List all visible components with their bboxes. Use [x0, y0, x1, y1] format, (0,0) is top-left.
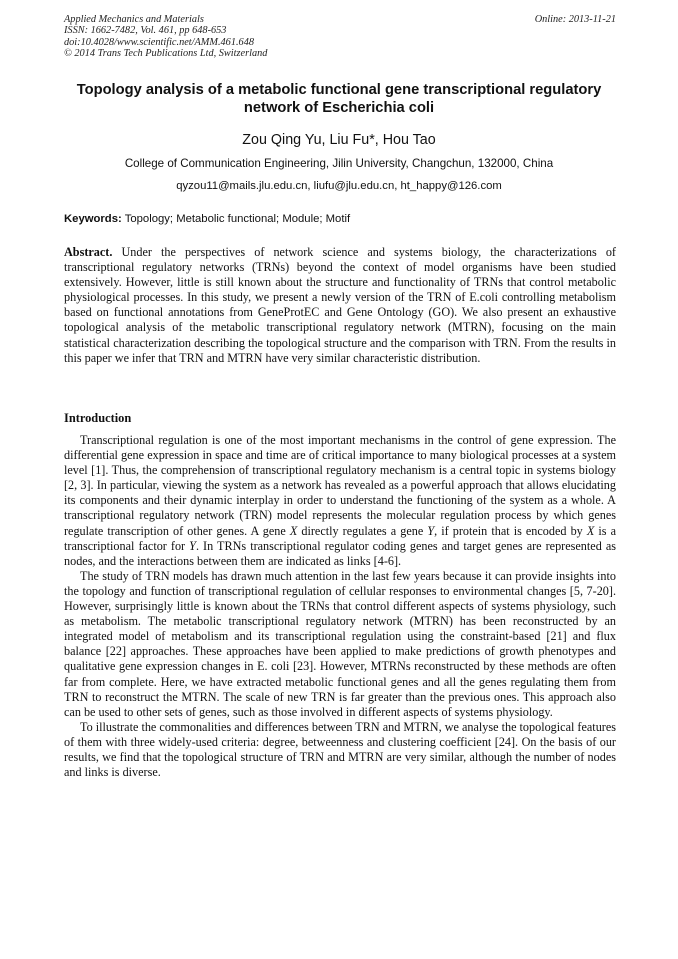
journal-header	[64, 14, 616, 59]
keywords	[64, 213, 616, 225]
intro-paragraph-1: Transcriptional regulation is one of the most important mechanisms in the control of gene expression. The differential gene expression in space and time are of critical importance to many biological processes at a system level [1]. Thus, the comprehension of transcriptional regulatory mechanism is a central topic in systems biology [2, 3]. In particular, viewing the system as a network has revealed as a powerful approach that allows elucidating its components and their dynamic interplay in order to understand the functioning of the system as a whole. A transcriptional regulatory network (TRN) model represents the molecular regulation process by which genes regulate transcription of other genes. A gene X directly regulates a gene Y, if protein that is encoded by X is a transcriptional factor for Y. In TRNs transcriptional regulator coding genes and target genes are represented as nodes, and the interactions between them are indicated as links [4-6].	[64, 433, 616, 568]
introduction-heading: Introduction	[64, 411, 132, 425]
affiliation: College of Communication Engineering, Jilin University, Changchun, 132000, China	[124, 157, 554, 170]
abstract	[64, 245, 616, 366]
issn-line: ISSN: 1662-7482, Vol. 461, pp 648-653	[64, 25, 227, 37]
keywords-label: Keywords:	[64, 213, 122, 225]
paper-title: Topology analysis of a metabolic functional gene transcriptional regulatory network of Escherichia coli	[76, 82, 602, 116]
introduction-body	[64, 433, 616, 780]
authors: Zou Qing Yu, Liu Fu*, Hou Tao	[242, 132, 436, 148]
keywords-text: Topology; Metabolic functional; Module; Motif	[121, 213, 351, 225]
abstract-text: Under the perspectives of network science and systems biology, the characterizations of transcriptional regulatory networks (TRNs) beyond the context of model organisms have been studied extensively. However, little is still known about the structure and functionality of TRNs that control metabolic physiological processes. In this study, we present a newly version of the TRN of E.coli controlling metabolism based on functional annotations from GeneProtEC and Gene Ontology (GO). We also present an exhaustive topological analysis of the metabolic transcriptional regulatory network (MTRN), focusing on the main statistical characterization describing the topological structure and the comparison with TRN. From the results in this paper we infer that TRN and MTRN have very similar characteristic distribution.	[64, 245, 616, 365]
copyright-line: © 2014 Trans Tech Publications Ltd, Switzerland	[64, 47, 268, 59]
doi-line: doi:10.4028/www.scientific.net/AMM.461.648	[64, 36, 254, 48]
intro-paragraph-3: To illustrate the commonalities and differences between TRN and MTRN, we analyse the topological features of them with three widely-used criteria: degree, betweenness and clustering coefficient [24]. On the basis of our results, we find that the topological structure of TRN and MTRN are very similar, although the number of nodes and links is diverse.	[64, 719, 616, 780]
online-date: Online: 2013-11-21	[534, 14, 616, 25]
author-emails: qyzou11@mails.jlu.edu.cn, liufu@jlu.edu.cn, ht_happy@126.com	[176, 180, 502, 192]
abstract-label: Abstract.	[64, 245, 113, 259]
journal-name: Applied Mechanics and Materials	[64, 14, 204, 25]
intro-paragraph-2: The study of TRN models has drawn much attention in the last few years because it can provide insights into the topology and function of transcriptional regulation of cellular responses to environmental changes [5, 7-20]. However, surprisingly little is known about the TRNs that control different aspects of systems physiology, such as metabolism. The metabolic transcriptional regulatory network (MTRN) has been reconstructed by an integrated model of metabolism and its transcriptional regulation using the constraint-based [21] and flux balance [22] approaches. These approaches have been applied to make predictions of growth phenotypes and qualitative gene expression changes in E. coli [23]. However, MTRNs reconstructed by these methods are often far from complete. Here, we have extracted metabolic functional genes and all the genes regulating them from TRN to reconstruct the MTRN. The scale of new TRN is far greater than the previous ones. This approach also can be used to other sets of genes, such as those involved in different aspects of systems physiology.	[64, 568, 616, 719]
